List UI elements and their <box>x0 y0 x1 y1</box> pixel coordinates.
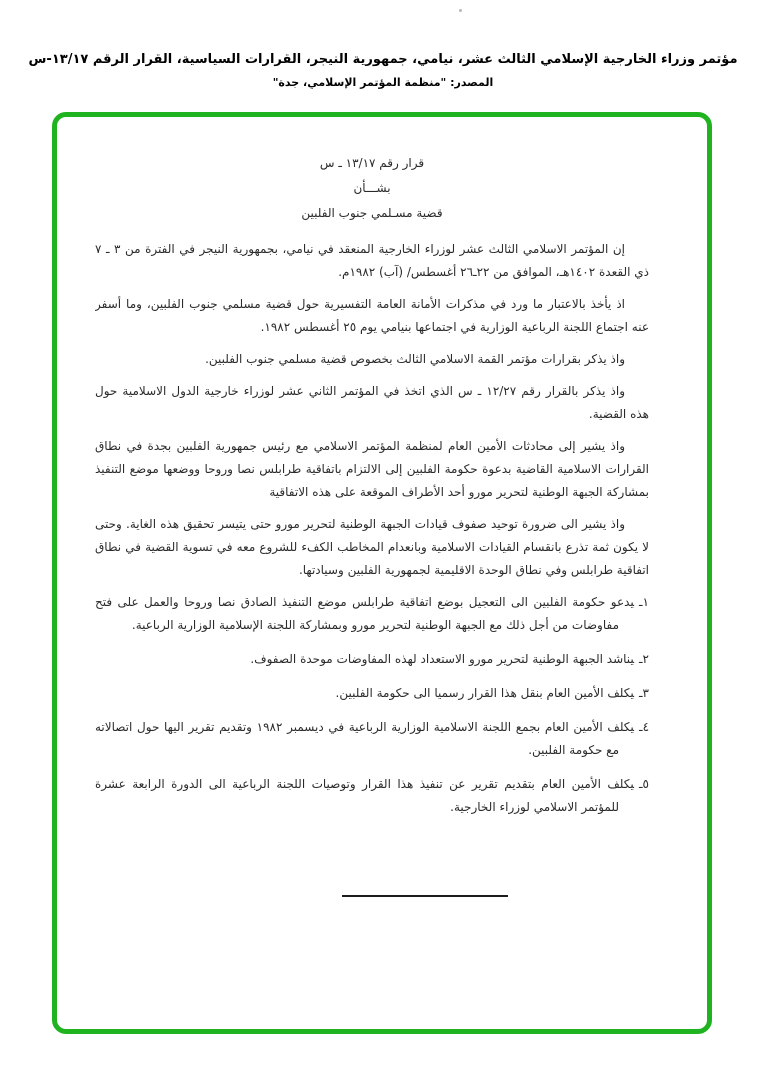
item-text: يكلف الأمين العام بنقل هذا القرار رسميا الى حكومة الفلبين. <box>335 686 635 700</box>
preamble-paragraph-5: واذ يشير إلى محادثات الأمين العام لمنظمة المؤتمر الاسلامي مع رئيس جمهورية الفلبين بجدة في نطاق القرارات الاسلامية القاضية بدعوة حكومة الفلبين إلى الالتزام باتفاقية طرابلس نصا وروحا ووضعها موضع التنفيذ بمشاركة الجبهة الوطنية لتحرير مورو أحد الأطراف الموقعة على هذه الاتفاقية <box>95 439 649 499</box>
item-number: ٣ـ <box>639 686 649 700</box>
preamble-paragraph-1: إن المؤتمر الاسلامي الثالث عشر لوزراء الخارجية المنعقد في نيامي، بجمهورية النيجر في الفترة من ٣ ـ ٧ ذي القعدة ١٤٠٢هـ، الموافق من ٢٢ـ٢٦ أغسطس/ (آب) ١٩٨٢م. <box>95 242 649 279</box>
subject-title: قضية مسـلمي جنوب الفلبين <box>301 206 443 220</box>
item-text: يدعو حكومة الفلبين الى التعجيل بوضع اتفاقية طرابلس موضع التنفيذ الصادق نصا وروحا والعمل على فتح مفاوضات من أجل ذلك مع الجبهة الوطنية لتحرير مورو وبمشاركة اللجنة الإسلامية الوزارية الرباعية. <box>95 595 635 632</box>
item-text: يكلف الأمين العام بتقديم تقرير عن تنفيذ هذا القرار وتوصيات اللجنة الرباعية الى الدورة الرابعة عشرة للمؤتمر الاسلامي لوزراء الخارجية. <box>95 777 635 814</box>
scan-speck <box>459 9 462 12</box>
item-number: ٥ـ <box>639 777 649 791</box>
resolution-item-5 <box>95 773 649 819</box>
item-number: ١ـ <box>639 595 649 609</box>
document-body <box>95 151 649 891</box>
document-title <box>95 151 649 226</box>
resolution-item-1 <box>95 591 649 637</box>
item-text: يكلف الأمين العام بجمع اللجنة الاسلامية الوزارية الرباعية في ديسمبر ١٩٨٢ وتقديم تقرير اليها حول اتصالاته مع حكومة الفلبين. <box>95 720 635 757</box>
preamble-paragraph-2: اذ يأخذ بالاعتبار ما ورد في مذكرات الأمانة العامة التفسيرية حول قضية مسلمي جنوب الفلبين، وما أسفر عنه اجتماع اللجنة الرباعية الوزارية في اجتماعها بنيامي يوم ٢٥ أغسطس ١٩٨٢. <box>95 297 649 334</box>
source-line: المصدر: "منظمة المؤتمر الإسلامي، جدة" <box>272 76 494 89</box>
item-number: ٢ـ <box>639 652 649 666</box>
preamble-paragraph-4: واذ يذكر بالقرار رقم ١٢/٢٧ ـ س الذي اتخذ في المؤتمر الثاني عشر لوزراء خارجية الدول الاسلامية حول هذه القضية. <box>95 384 649 421</box>
regarding-title: بشـــأن <box>353 181 391 195</box>
citation-line: مؤتمر وزراء الخارجية الإسلامي الثالث عشر، نيامي، جمهورية النيجر، القرارات السياسية، القرار الرقم ١٣/١٧-س <box>28 52 738 67</box>
closing-divider <box>342 895 508 897</box>
item-number: ٤ـ <box>639 720 649 734</box>
resolution-item-3 <box>95 682 649 705</box>
preamble-paragraph-3: واذ يذكر بقرارات مؤتمر القمة الاسلامي الثالث بخصوص قضية مسلمي جنوب الفلبين. <box>205 352 625 366</box>
resolution-item-4 <box>95 716 649 762</box>
preamble-paragraph-6: واذ يشير الى ضرورة توحيد صفوف قيادات الجبهة الوطنية لتحرير مورو حتى يتيسر تحقيق هذه الغاية. وحتى لا يكون ثمة تذرع بانقسام القيادات الاسلامية وبانعدام المخاطب الكفء للشروع معه في تسوية القضية في نطاق اتفاقية طرابلس وفي نطاق الوحدة الاقليمية لجمهورية الفلبين وسيادتها. <box>95 517 649 577</box>
scanned-document-frame <box>52 112 712 1034</box>
resolution-item-2 <box>95 648 649 671</box>
item-text: يناشد الجبهة الوطنية لتحرير مورو الاستعداد لهذه المفاوضات موحدة الصفوف. <box>250 652 635 666</box>
citation-header <box>0 50 766 91</box>
resolution-number-title: قرار رقم ١٣/١٧ ـ س <box>319 156 425 170</box>
